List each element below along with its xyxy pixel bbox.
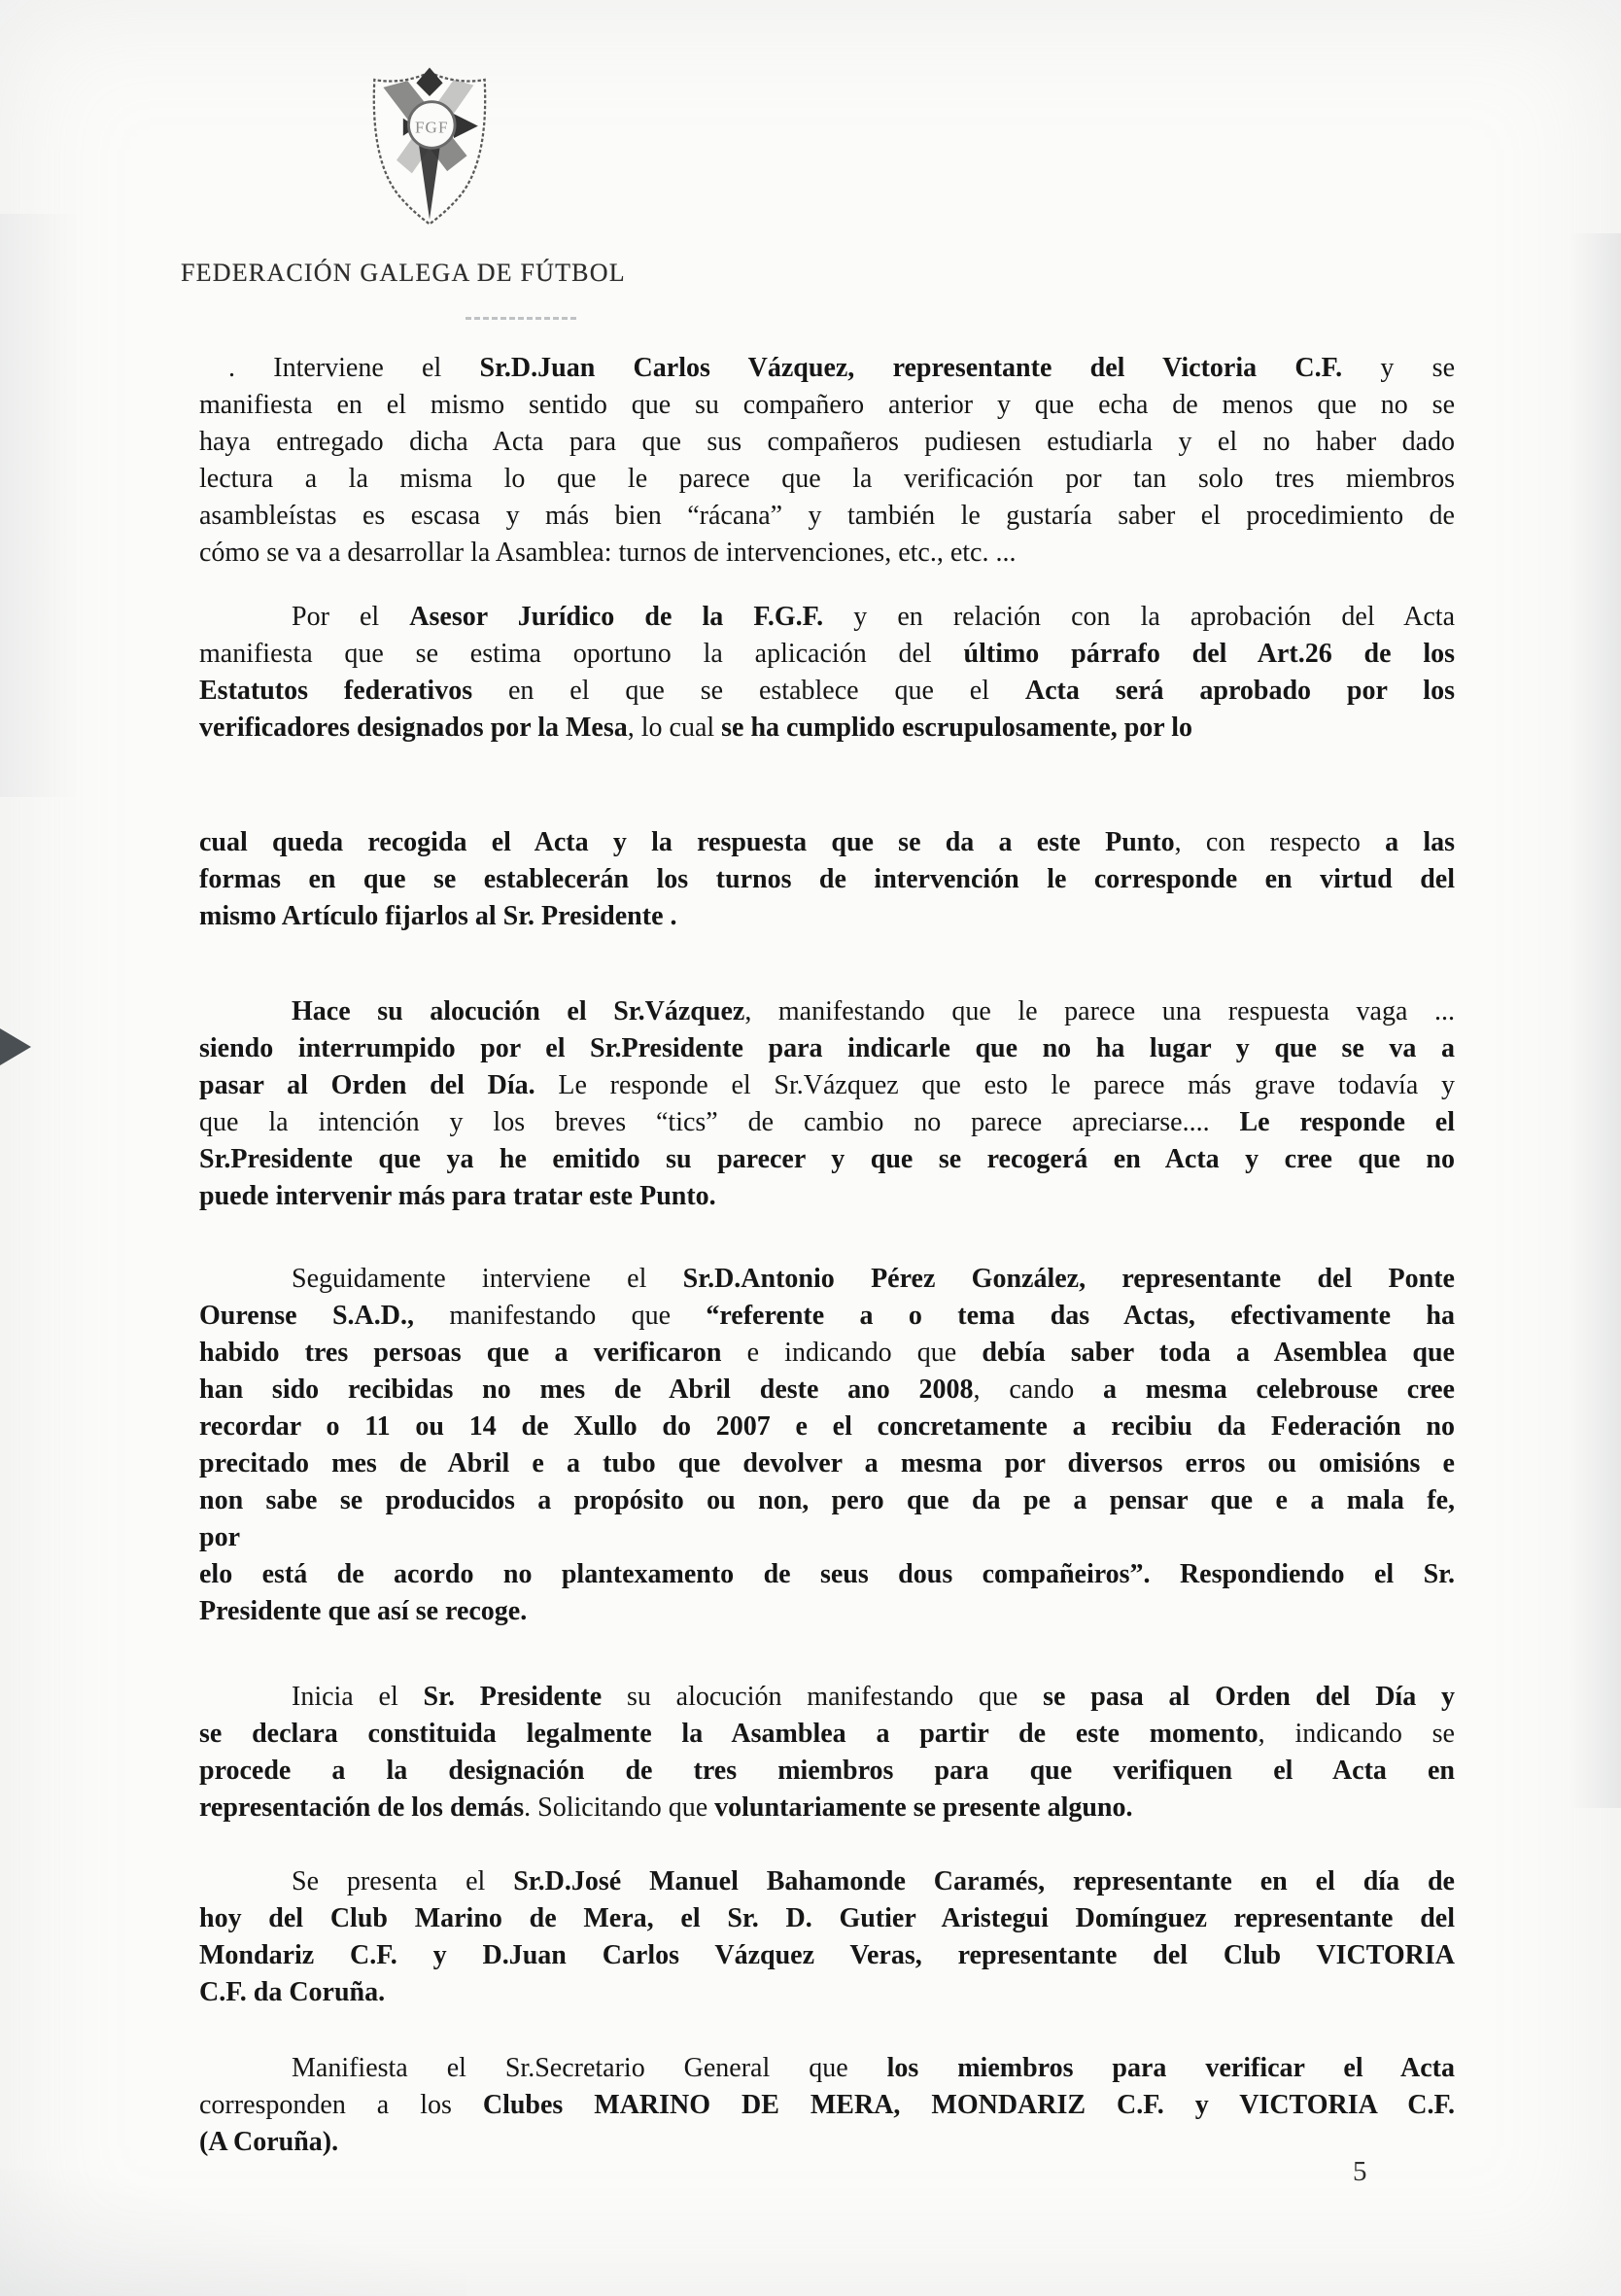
text-line: manifiesta que se estima oportuno la aplicación del último párrafo del Art.26 de los [199,639,1456,669]
text-line: manifiesta en el mismo sentido que su compañero anterior y que echa de menos que no se [199,390,1455,420]
paragraph-8 [199,2050,1455,2161]
scan-artifact-right-streak [1553,233,1621,1808]
text-line: corresponden a los Clubes MARINO DE MERA, MONDARIZ C.F. y VICTORIA C.F. [199,2090,1456,2120]
text-line: precitado mes de Abril e a tubo que devolver a mesma por diversos erros ou omisións e [199,1448,1455,1478]
text-line: (A Coruña). [199,2127,339,2157]
text-line: Mondariz C.F. y D.Juan Carlos Vázquez Veras, representante del Club VICTORIA [199,1940,1455,1970]
text-line: Presidente que así se recoge. [199,1596,528,1626]
page-number: 5 [1353,2156,1367,2187]
organization-name: FEDERACIÓN GALEGA DE FÚTBOL [181,259,626,287]
text-line: habido tres persoas que a verificaron e indicando que debía saber toda a Asemblea que [199,1338,1455,1368]
text-line: lectura a la misma lo que le parece que la verificación por tan solo tres miembros [199,464,1455,494]
text-line: recordar o 11 ou 14 de Xullo do 2007 e el concretamente a recibiu da Federación no [199,1411,1455,1442]
text-line: pasar al Orden del Día. Le responde el Sr.Vázquez que esto le parece más grave todavía y [199,1070,1455,1100]
text-line: por [199,1522,240,1552]
federation-crest-logo [363,60,496,231]
scan-artifact-topleft-smudge [0,214,117,797]
paragraph-3 [199,824,1455,935]
text-line: . Interviene el Sr.D.Juan Carlos Vázquez, representante del Victoria C.F. y se [228,353,1455,383]
text-line: hoy del Club Marino de Mera, el Sr. D. Gutier Aristegui Domínguez representante del [199,1903,1455,1933]
text-line: elo está de acordo no plantexamento de seus dous compañeiros”. Respondiendo el Sr. [199,1559,1455,1589]
text-line: han sido recibidas no mes de Abril deste ano 2008, cando a mesma celebrouse cree [199,1374,1455,1405]
text-line: cómo se va a desarrollar la Asamblea: turnos de intervenciones, etc., etc. ... [199,538,1017,568]
text-line: se declara constituida legalmente la Asamblea a partir de este momento, indicando se [199,1719,1455,1749]
text-line: Estatutos federativos en el que se establece que el Acta será aprobado por los [199,676,1455,706]
text-line: cual queda recogida el Acta y la respuesta que se da a este Punto, con respecto a las [199,827,1456,857]
text-line: Por el Asesor Jurídico de la F.G.F. y en relación con la aprobación del Acta [292,602,1455,632]
text-line: haya entregado dicha Acta para que sus compañeros pudiesen estudiarla y el no haber dado [199,427,1455,457]
text-line: Seguidamente interviene el Sr.D.Antonio Pérez González, representante del Ponte [292,1264,1455,1294]
paragraph-6 [199,1679,1455,1826]
text-line: Sr.Presidente que ya he emitido su parecer y que se recogerá en Acta y cree que no [199,1144,1455,1174]
text-line: Hace su alocución el Sr.Vázquez, manifestando que le parece una respuesta vaga ... [292,996,1455,1026]
text-line: verificadores designados por la Mesa, lo cual se ha cumplido escrupulosamente, por lo [199,713,1193,743]
scan-artifact-bottom-smudge [0,2170,466,2296]
text-line: mismo Artículo fijarlos al Sr. Presidente . [199,901,677,931]
text-line: puede intervenir más para tratar este Punto. [199,1181,716,1211]
text-line: que la intención y los breves “tics” de cambio no parece apreciarse.... Le responde el [199,1107,1455,1137]
text-line: procede a la designación de tres miembros para que verifiquen el Acta en [199,1756,1455,1786]
text-line: Manifiesta el Sr.Secretario General que los miembros para verificar el Acta [292,2053,1455,2083]
paragraph-2 [199,599,1455,747]
text-line: Inicia el Sr. Presidente su alocución manifestando que se pasa al Orden del Día y [292,1682,1455,1712]
text-line: representación de los demás. Solicitando que voluntariamente se presente alguno. [199,1792,1133,1823]
text-line: C.F. da Coruña. [199,1977,386,2007]
text-line: formas en que se establecerán los turnos de intervención le corresponde en virtud del [199,864,1455,894]
text-line: asambleístas es escasa y más bien “rácana” y también le gustaría saber el procedimiento de [199,501,1455,531]
text-line: non sabe se producidos a propósito ou non, pero que da pe a pensar que e a mala fe, [199,1485,1455,1515]
paragraph-4 [199,993,1455,1215]
crest-monogram: FGF [414,118,449,137]
text-line: Se presenta el Sr.D.José Manuel Bahamonde Caramés, representante en el día de [292,1866,1455,1896]
paragraph-5 [199,1261,1455,1630]
paragraph-7 [199,1863,1455,2011]
paragraph-1 [199,350,1455,572]
text-line: Ourense S.A.D., manifestando que “referente a o tema das Actas, efectivamente ha [199,1301,1455,1331]
scan-artifact-left-wedge [0,1028,31,1065]
letterhead-divider [466,317,576,320]
text-line: siendo interrumpido por el Sr.Presidente para indicarle que no ha lugar y que se va a [199,1033,1455,1063]
